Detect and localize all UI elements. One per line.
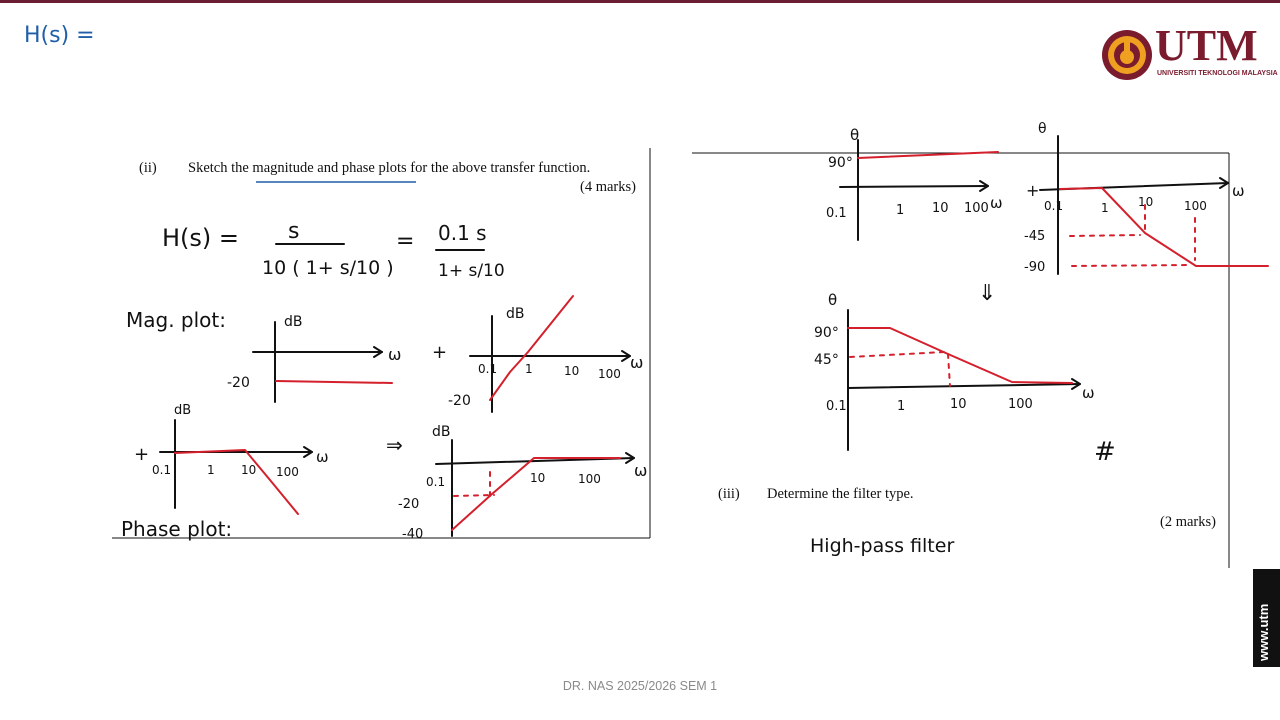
mag4-minus40: -40 bbox=[402, 527, 424, 542]
mag3-tick-100: 100 bbox=[276, 465, 299, 479]
phC-tick-1: 1 bbox=[897, 399, 906, 414]
utm-logo-text: UTM bbox=[1155, 21, 1258, 70]
phB-tick-1: 1 bbox=[1101, 201, 1109, 215]
side-tab-label: www.utm bbox=[1256, 603, 1271, 661]
implies-1: ⇒ bbox=[386, 433, 403, 457]
mag4-tick-01: 0.1 bbox=[426, 475, 446, 489]
phC-dashed-45 bbox=[850, 352, 944, 357]
phA-tick-01: 0.1 bbox=[826, 206, 847, 221]
mag2-tick-1: 1 bbox=[525, 362, 533, 376]
mag4-tick-10: 10 bbox=[530, 471, 546, 485]
phB-tick-01: 0.1 bbox=[1044, 199, 1064, 213]
phA-theta: θ bbox=[850, 126, 860, 144]
phA-tick-1: 1 bbox=[896, 203, 905, 218]
mag3-tick-01: 0.1 bbox=[152, 463, 172, 477]
phC-omega: ω bbox=[1082, 384, 1095, 402]
hw-mag-plot-label: Mag. plot: bbox=[126, 308, 226, 332]
hw-numer-2: 0.1 s bbox=[438, 221, 487, 245]
header-formula: H(s) = bbox=[24, 23, 95, 48]
phC-x-axis bbox=[848, 384, 1080, 388]
phC-tick-100: 100 bbox=[1008, 397, 1033, 412]
phA-tick-100: 100 bbox=[964, 201, 989, 216]
mag1-curve bbox=[276, 381, 392, 383]
mag4-omega: ω bbox=[634, 461, 648, 480]
phB-theta: θ bbox=[1038, 121, 1047, 137]
mag4-dashed-h bbox=[454, 495, 494, 496]
hw-answer: High-pass filter bbox=[810, 535, 955, 557]
mag1-omega: ω bbox=[388, 345, 402, 364]
phB-minus45: -45 bbox=[1024, 229, 1046, 244]
question-iii-number: (iii) bbox=[718, 486, 740, 502]
phB-tick-100: 100 bbox=[1184, 199, 1207, 213]
phC-45: 45° bbox=[814, 352, 839, 368]
phC-theta: θ bbox=[828, 291, 838, 309]
phA-curve bbox=[858, 152, 998, 158]
mag3-curve bbox=[175, 450, 298, 514]
hw-numer-1: s bbox=[288, 219, 300, 244]
hw-phase-plot-label: Phase plot: bbox=[121, 517, 233, 541]
question-ii-number: (ii) bbox=[139, 160, 157, 176]
mag4-curve bbox=[452, 458, 620, 530]
plus-3: + bbox=[1026, 181, 1040, 200]
mag2-omega: ω bbox=[630, 353, 644, 372]
phC-90: 90° bbox=[814, 325, 839, 341]
hw-denom-2: 1+ s/10 bbox=[438, 261, 505, 281]
mag3-omega: ω bbox=[316, 448, 329, 466]
hw-hash: # bbox=[1094, 437, 1116, 467]
phB-minus90: -90 bbox=[1024, 260, 1046, 275]
phA-x-axis bbox=[840, 186, 988, 187]
mag3-tick-10: 10 bbox=[241, 463, 257, 477]
mag3-db: dB bbox=[174, 403, 192, 418]
mag1-minus20: -20 bbox=[227, 375, 250, 391]
mag4-db: dB bbox=[432, 424, 451, 440]
utm-logo-subtext: UNIVERSITI TEKNOLOGI MALAYSIA bbox=[1157, 70, 1278, 77]
hw-denom-1: 10 ( 1+ s/10 ) bbox=[262, 257, 394, 279]
phB-dashed-45 bbox=[1070, 235, 1140, 236]
phB-dashed-90 bbox=[1072, 265, 1190, 266]
mag1-db: dB bbox=[284, 314, 303, 330]
hw-equals: = bbox=[396, 229, 415, 254]
plus-2: + bbox=[134, 444, 150, 465]
phA-tick-10: 10 bbox=[932, 201, 949, 216]
phC-tick-10: 10 bbox=[950, 397, 967, 412]
mag2-tick-10: 10 bbox=[564, 364, 580, 378]
question-iii-marks: (2 marks) bbox=[1160, 514, 1216, 530]
phC-dashed-v bbox=[948, 354, 950, 386]
phA-90: 90° bbox=[828, 155, 853, 171]
plus-1: + bbox=[432, 342, 448, 363]
mag2-curve bbox=[490, 296, 573, 400]
hw-h-of-s: H(s) = bbox=[162, 224, 240, 252]
mag4-minus20: -20 bbox=[398, 497, 420, 512]
phA-omega: ω bbox=[990, 194, 1003, 212]
phC-tick-01: 0.1 bbox=[826, 399, 847, 414]
mag3-tick-1: 1 bbox=[207, 463, 215, 477]
mag2-tick-01: 0.1 bbox=[478, 362, 498, 376]
phB-tick-10: 10 bbox=[1138, 195, 1154, 209]
mag2-minus20: -20 bbox=[448, 393, 471, 409]
question-iii-text: Determine the filter type. bbox=[767, 486, 914, 502]
mag2-tick-100: 100 bbox=[598, 367, 621, 381]
mag4-tick-100: 100 bbox=[578, 472, 601, 486]
double-down-arrow: ⇓ bbox=[978, 281, 997, 306]
side-tab[interactable] bbox=[1253, 569, 1280, 667]
question-ii-text: Sketch the magnitude and phase plots for the above transfer function. bbox=[188, 160, 591, 176]
question-ii-marks: (4 marks) bbox=[580, 179, 636, 195]
phB-omega: ω bbox=[1232, 182, 1245, 200]
footer-text: DR. NAS 2025/2026 SEM 1 bbox=[562, 679, 718, 693]
mag2-db: dB bbox=[506, 306, 525, 322]
